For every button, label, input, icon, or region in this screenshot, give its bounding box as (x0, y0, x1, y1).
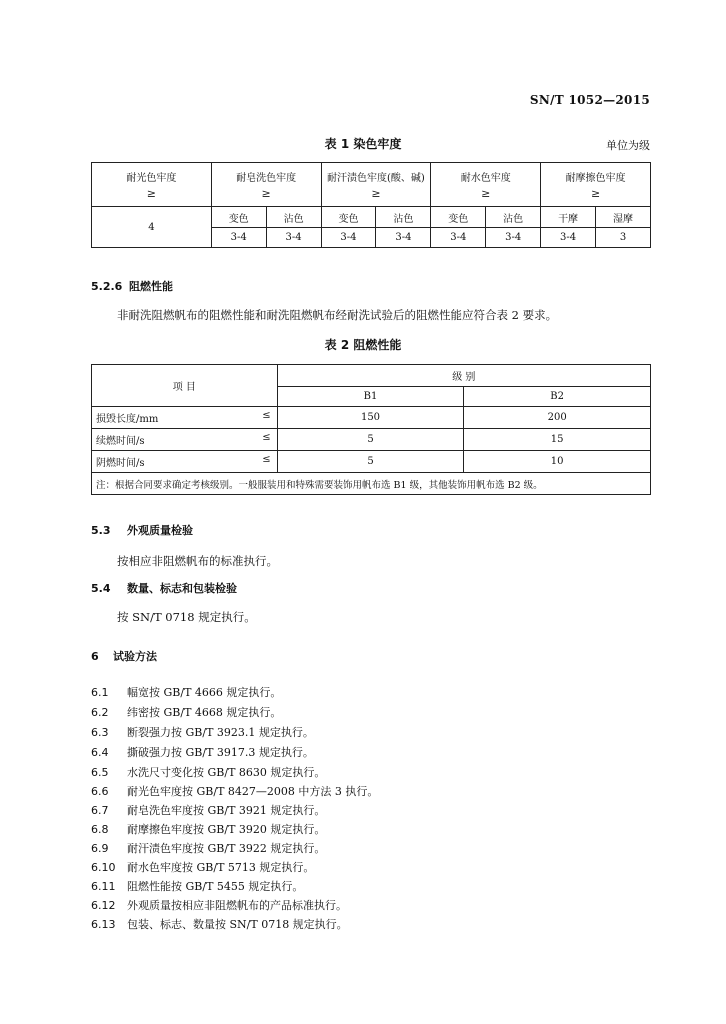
item-text: 耐水色牢度按 GB/T 5713 规定执行。 (127, 861, 315, 874)
item-cell (92, 407, 278, 429)
section-5-4-heading (91, 580, 237, 596)
item-text: 耐皂洗色牢度按 GB/T 3921 规定执行。 (127, 804, 326, 817)
header-soap-fastness: 耐皂洗色牢度 (236, 173, 297, 184)
value-cell: 3 (596, 228, 651, 248)
item-text: 纬密按 GB/T 4668 规定执行。 (127, 706, 282, 719)
subheader-cell: 干摩 (541, 207, 596, 228)
subheader-cell: 沾色 (266, 207, 321, 228)
section-5-2-6-heading (91, 278, 173, 294)
table2-note: 注：根据合同要求确定考核级别。一般服装用和特殊需要装饰用帆布选 B1 级，其他装饰用帆布选 B2 级。 (92, 473, 651, 495)
item-number: 6.8 (91, 823, 109, 836)
item-number: 6.4 (91, 746, 109, 759)
leq-symbol: ≤ (262, 410, 271, 421)
table-row (92, 407, 651, 429)
value-cell: 3-4 (376, 228, 431, 248)
level-b1: B1 (277, 387, 464, 407)
table2-title: 表 2 阻燃性能 (324, 338, 402, 352)
item-text: 断裂强力按 GB/T 3923.1 规定执行。 (127, 726, 314, 739)
section-title: 外观质量检验 (127, 524, 193, 537)
list-item (91, 783, 378, 799)
subheader-cell: 沾色 (376, 207, 431, 228)
list-item (91, 744, 314, 760)
section-number: 5.3 (91, 524, 111, 537)
item-text: 耐汗渍色牢度按 GB/T 3922 规定执行。 (127, 842, 326, 855)
section-6-heading (91, 648, 157, 664)
value-cell: 3-4 (486, 228, 541, 248)
table2-note-row (92, 473, 651, 495)
item-name: 续燃时间/s (96, 436, 145, 447)
item-text: 阻燃性能按 GB/T 5455 规定执行。 (127, 880, 304, 893)
color-fastness-table (91, 162, 651, 248)
table1-header-cell (92, 163, 212, 207)
item-text: 幅宽按 GB/T 4666 规定执行。 (127, 686, 282, 699)
leq-symbol: ≤ (262, 432, 271, 443)
list-item (91, 684, 281, 700)
subheader-cell: 沾色 (486, 207, 541, 228)
header-light-fastness: 耐光色牢度 (126, 173, 177, 184)
table1-header-cell (541, 163, 651, 207)
item-number: 6.13 (91, 918, 116, 931)
item-number: 6.3 (91, 726, 109, 739)
table-row (92, 429, 651, 451)
item-text: 耐摩擦色牢度按 GB/T 3920 规定执行。 (127, 823, 326, 836)
section-title: 试验方法 (113, 650, 157, 663)
leq-symbol: ≤ (262, 454, 271, 465)
table1-header-cell (211, 163, 321, 207)
section-5-3-heading (91, 522, 193, 538)
item-name: 阴燃时间/s (96, 458, 145, 469)
b2-value: 10 (464, 451, 651, 473)
table1-header-cell (431, 163, 541, 207)
section-number: 5.2.6 (91, 280, 123, 293)
item-number: 6.10 (91, 861, 116, 874)
section-number: 6 (91, 650, 99, 663)
value-cell: 3-4 (541, 228, 596, 248)
item-number: 6.1 (91, 686, 109, 699)
header-perspiration-fastness: 耐汗渍色牢度(酸、碱) (327, 173, 425, 184)
list-item (91, 821, 325, 837)
section-5-2-6-paragraph: 非耐洗阻燃帆布的阻燃性能和耐洗阻燃帆布经耐洗试验后的阻燃性能应符合表 2 要求。 (117, 308, 558, 322)
table2-header-row (92, 365, 651, 387)
b1-value: 5 (277, 429, 464, 451)
table1-header-cell (321, 163, 431, 207)
subheader-cell: 变色 (321, 207, 376, 228)
b2-value: 200 (464, 407, 651, 429)
value-cell: 3-4 (431, 228, 486, 248)
item-number: 6.12 (91, 899, 116, 912)
item-header: 项 目 (92, 365, 278, 407)
b2-value: 15 (464, 429, 651, 451)
item-cell (92, 451, 278, 473)
list-item (91, 840, 325, 856)
ge-symbol: ≥ (371, 187, 381, 200)
list-item (91, 878, 303, 894)
item-number: 6.9 (91, 842, 109, 855)
list-item (91, 916, 348, 932)
list-item (91, 802, 325, 818)
b1-value: 5 (277, 451, 464, 473)
ge-symbol: ≥ (590, 187, 601, 200)
value-cell: 3-4 (266, 228, 321, 248)
ge-symbol: ≥ (146, 187, 156, 200)
section-5-3-paragraph: 按相应非阻燃帆布的标准执行。 (117, 554, 278, 568)
subheader-cell: 变色 (431, 207, 486, 228)
table-row (92, 451, 651, 473)
item-number: 6.7 (91, 804, 109, 817)
item-number: 6.5 (91, 766, 109, 779)
section-5-4-paragraph: 按 SN/T 0718 规定执行。 (117, 610, 256, 624)
ge-symbol: ≥ (261, 187, 271, 200)
header-water-fastness: 耐水色牢度 (460, 173, 511, 184)
table1-unit: 单位为级 (606, 139, 650, 152)
table1-subheader-row (92, 207, 651, 228)
item-number: 6.11 (91, 880, 116, 893)
section-number: 5.4 (91, 582, 111, 595)
table1-title: 表 1 染色牢度 (324, 137, 402, 151)
item-number: 6.2 (91, 706, 109, 719)
item-text: 包装、标志、数量按 SN/T 0718 规定执行。 (127, 918, 348, 931)
subheader-cell: 变色 (211, 207, 266, 228)
value-cell: 3-4 (321, 228, 376, 248)
list-item (91, 704, 281, 720)
level-header: 级 别 (277, 365, 650, 387)
item-text: 耐光色牢度按 GB/T 8427—2008 中方法 3 执行。 (127, 785, 379, 798)
level-b2: B2 (464, 387, 651, 407)
value-cell: 3-4 (211, 228, 266, 248)
list-item (91, 897, 347, 913)
list-item (91, 724, 314, 740)
list-item (91, 764, 325, 780)
list-item (91, 859, 314, 875)
ge-symbol: ≥ (481, 187, 491, 200)
document-id: SN/T 1052—2015 (529, 93, 650, 107)
item-text: 水洗尺寸变化按 GB/T 8630 规定执行。 (127, 766, 326, 779)
b1-value: 150 (277, 407, 464, 429)
item-name: 损毁长度/mm (96, 414, 159, 425)
section-title: 数量、标志和包装检验 (127, 582, 237, 595)
flame-retardant-table (91, 364, 651, 495)
item-number: 6.6 (91, 785, 109, 798)
light-fastness-value: 4 (92, 207, 212, 248)
item-cell (92, 429, 278, 451)
item-text: 外观质量按相应非阻燃帆布的产品标准执行。 (127, 899, 347, 912)
section-title: 阻燃性能 (129, 280, 173, 293)
item-text: 撕破强力按 GB/T 3917.3 规定执行。 (127, 746, 314, 759)
header-rubbing-fastness: 耐摩擦色牢度 (565, 173, 626, 184)
table1-header-row (92, 163, 651, 207)
subheader-cell: 湿摩 (596, 207, 651, 228)
